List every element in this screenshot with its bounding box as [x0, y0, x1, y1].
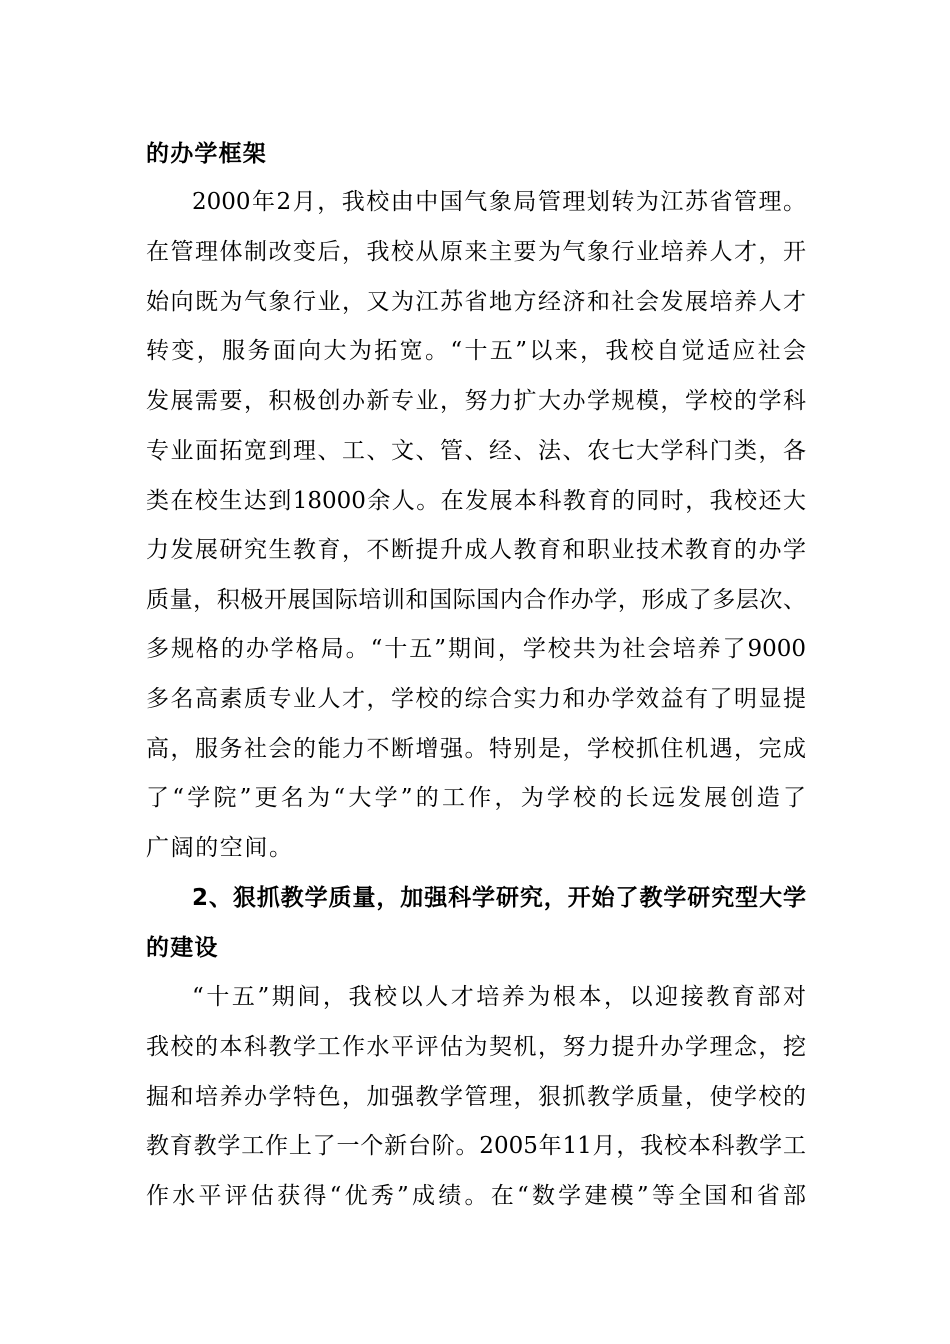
paragraph-line: 在管理体制改变后，我校从原来主要为气象行业培养人才，开 [146, 239, 806, 265]
paragraph-line: 掘和培养办学特色，加强教学管理，狠抓教学质量，使学校的 [146, 1084, 806, 1110]
paragraph-line: 力发展研究生教育，不断提升成人教育和职业技术教育的办学 [146, 537, 806, 563]
paragraph-line: 广阔的空间。 [146, 835, 294, 861]
paragraph-line: 我校的本科教学工作水平评估为契机，努力提升办学理念，挖 [146, 1034, 806, 1060]
paragraph-line: 多规格的办学格局。“十五”期间，学校共为社会培养了9000 [146, 636, 806, 662]
paragraph-line: 发展需要，积极创办新专业，努力扩大办学规模，学校的学科 [146, 388, 806, 414]
paragraph-line: 质量，积极开展国际培训和国际国内合作办学，形成了多层次、 [146, 587, 806, 613]
section-heading-continuation: 的建设 [146, 935, 219, 961]
paragraph-line: 多名高素质专业人才，学校的综合实力和办学效益有了明显提 [146, 686, 806, 712]
paragraph-line: “十五”期间，我校以人才培养为根本，以迎接教育部对 [192, 984, 806, 1010]
section-heading-continuation: 的办学框架 [146, 141, 267, 167]
paragraph-line: 始向既为气象行业，又为江苏省地方经济和社会发展培养人才 [146, 289, 806, 315]
paragraph-line: 作水平评估获得“优秀”成绩。在“数学建模”等全国和省部 [146, 1183, 806, 1209]
paragraph-line: 转变，服务面向大为拓宽。“十五”以来，我校自觉适应社会 [146, 338, 806, 364]
paragraph-line: 类在校生达到18000余人。在发展本科教育的同时，我校还大 [146, 488, 806, 514]
paragraph-line: 了“学院”更名为“大学”的工作，为学校的长远发展创造了 [146, 785, 806, 811]
paragraph-line: 高，服务社会的能力不断增强。特别是，学校抓住机遇，完成 [146, 736, 806, 762]
paragraph-line: 2000年2月，我校由中国气象局管理划转为江苏省管理。 [192, 189, 806, 215]
paragraph-line: 教育教学工作上了一个新台阶。2005年11月，我校本科教学工 [146, 1133, 806, 1159]
paragraph-line: 专业面拓宽到理、工、文、管、经、法、农七大学科门类，各 [146, 438, 806, 464]
section-heading: 2、狠抓教学质量，加强科学研究，开始了教学研究型大学 [192, 885, 806, 911]
